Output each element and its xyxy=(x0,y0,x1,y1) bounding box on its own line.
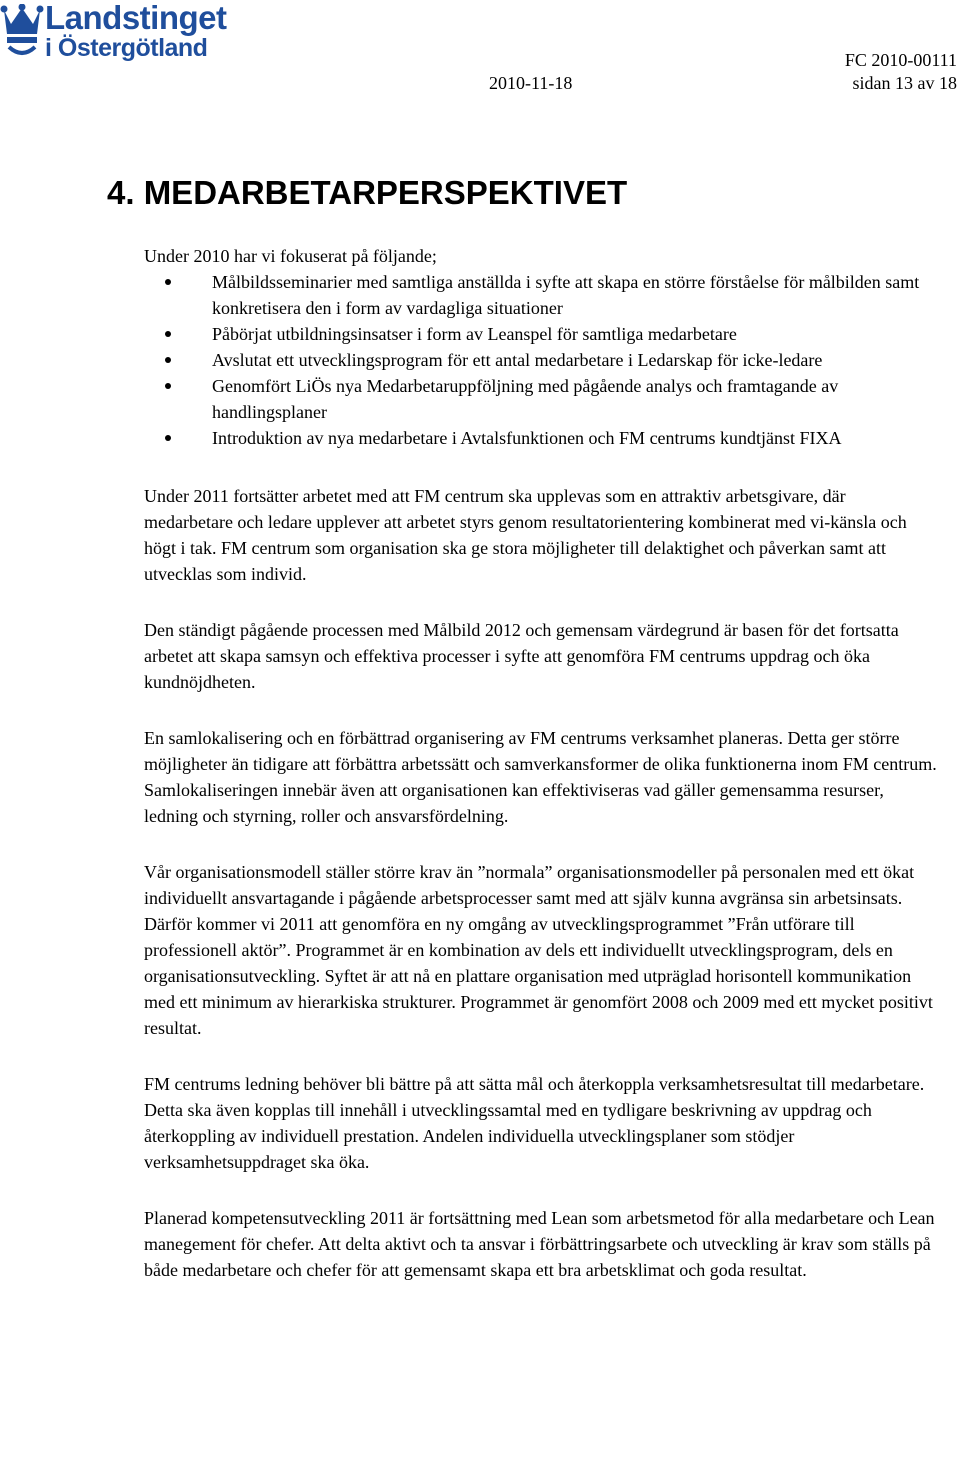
logo-subtitle: i Östergötland xyxy=(45,34,208,62)
bullet-icon xyxy=(165,279,171,285)
paragraph: Under 2011 fortsätter arbetet med att FM centrum ska upplevas som en attraktiv arbetsgivare, där medarbetare och ledare upplever att arbetet styrs genom resultatorientering kombinerat med vi-känsla och högt i tak. FM centrum som organisation ska ge stora möjligheter till delaktighet och påverkan samt att utvecklas som individ. xyxy=(144,486,907,584)
bullet-icon xyxy=(165,383,171,389)
list-item xyxy=(212,373,939,425)
page-number: sidan 13 av 18 xyxy=(852,73,957,93)
section-body xyxy=(144,243,939,1313)
document-id: FC 2010-00111 xyxy=(844,50,957,70)
paragraph: Den ständigt pågående processen med Målbild 2012 och gemensam värdegrund är basen för det fortsatta arbetet att skapa samsyn och effektiva processer i syfte att genomföra FM centrums uppdrag och öka kundnöjdheten. xyxy=(144,620,899,692)
list-item xyxy=(212,347,939,373)
list-item-text: Påbörjat utbildningsinsatser i form av Leanspel för samtliga medarbetare xyxy=(212,324,737,344)
paragraph: Planerad kompetensutveckling 2011 är fortsättning med Lean som arbetsmetod för alla medarbetare och Lean manegement för chefer. Att delta aktivt och ta ansvar i förbättringsarbete och utveckling är krav som ställs på både medarbetare och chefer för att gemensamt skapa ett bra arbetsklimat och goda resultat. xyxy=(144,1208,935,1280)
section-heading: 4. MEDARBETARPERSPEKTIVET xyxy=(107,174,628,211)
paragraph: En samlokalisering och en förbättrad organisering av FM centrums verksamhet planeras. Detta ger större möjligheter än tidigare att förbättra arbetssätt och samverkansformer de olika funktionerna inom FM centrum. Samlokaliseringen innebär även att organisationen kan effektiviseras vad gäller gemensamma resurser, ledning och styrning, roller och ansvarsfördelning. xyxy=(144,728,937,826)
list-item-text: Introduktion av nya medarbetare i Avtalsfunktionen och FM centrums kundtjänst FIXA xyxy=(212,428,842,448)
bullet-icon xyxy=(165,331,171,337)
paragraph: FM centrums ledning behöver bli bättre på att sätta mål och återkoppla verksamhetsresultat till medarbetare. Detta ska även kopplas till innehåll i utvecklingssamtal med en tydligare beskrivning av uppdrag och återkoppling av individuell prestation. Andelen individuella utvecklingsplaner som stödjer verksamhetsuppdraget ska öka. xyxy=(144,1074,925,1172)
intro-text: Under 2010 har vi fokuserat på följande; xyxy=(144,246,437,266)
list-item xyxy=(212,321,939,347)
focus-list xyxy=(144,269,939,451)
bullet-icon xyxy=(165,435,171,441)
list-item-text: Avslutat ett utvecklingsprogram för ett antal medarbetare i Ledarskap för icke-ledare xyxy=(212,350,823,370)
bullet-icon xyxy=(165,357,171,363)
paragraph: Vår organisationsmodell ställer större krav än ”normala” organisationsmodeller på personalen med ett ökat individuellt ansvartagande i pågående arbetsprocesser samt med att själv kunna avgränsa sin arbetsinsats. Därför kommer vi 2011 att genomföra en ny omgång av utvecklingsprogrammet ”Från utförare till professionell aktör”. Programmet är en kombination av dels ett individuellt utvecklingsprogram, dels en organisationsutveckling. Syftet är att nå en plattare organisation med utpräglad horisontell kommunikation med ett minimum av hierarkiska strukturer. Programmet är genomfört 2008 och 2009 med ett mycket positivt resultat. xyxy=(144,862,933,1038)
logo-crown-icon xyxy=(0,4,44,64)
list-item xyxy=(212,269,939,321)
logo-title: Landstinget xyxy=(45,0,227,36)
list-item-text: Målbildsseminarier med samtliga anställda i syfte att skapa en större förståelse för målbilden samt konkretisera den i form av vardagliga situationer xyxy=(212,272,920,318)
document-date: 2010-11-18 xyxy=(489,73,573,93)
list-item xyxy=(212,425,939,451)
organization-logo xyxy=(0,0,250,68)
list-item-text: Genomfört LiÖs nya Medarbetaruppföljning med pågående analys och framtagande av handlingsplaner xyxy=(212,376,839,422)
